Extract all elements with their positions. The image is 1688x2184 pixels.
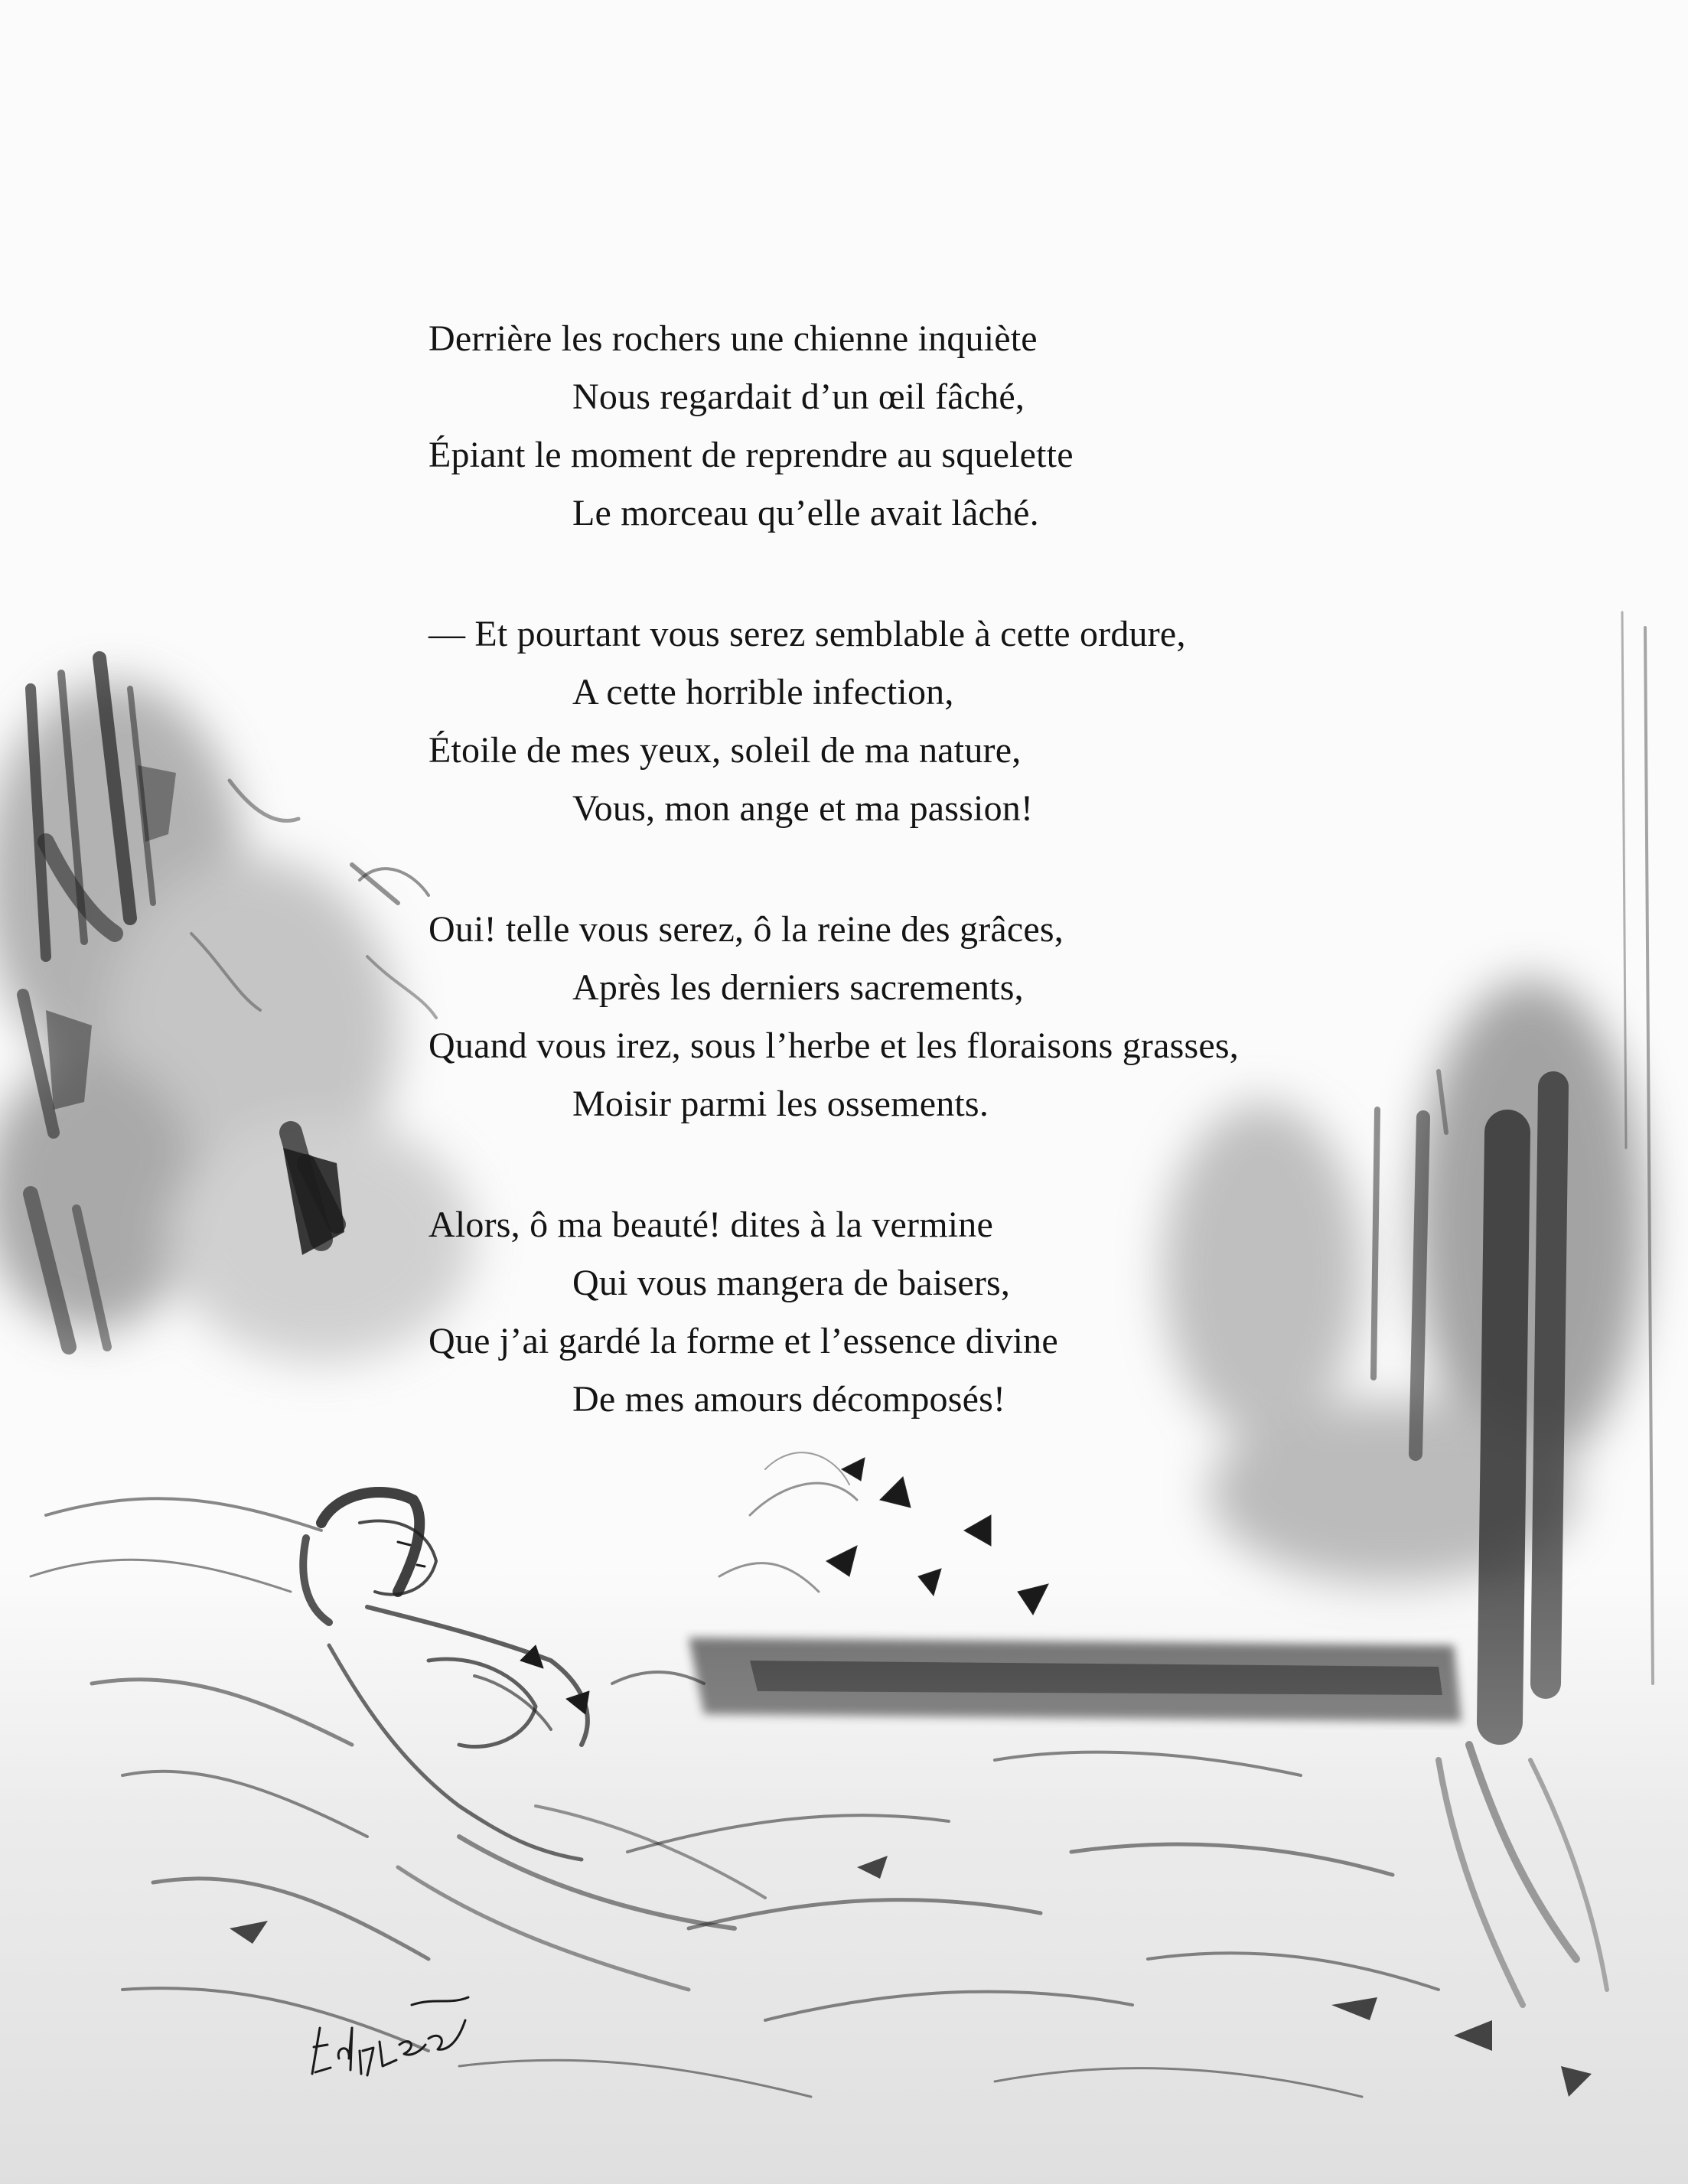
poem-line: Alors, ô ma beauté! dites à la vermine [429,1204,994,1245]
poem-line: Derrière les rochers une chienne inquiète [429,318,1038,359]
stanza [429,310,1423,543]
poem-line: De mes amours décomposés! [572,1379,1006,1420]
poem-line: Vous, mon ange et ma passion! [572,788,1034,829]
poem-line: Le morceau qu’elle avait lâché. [572,493,1039,533]
poem-line: Étoile de mes yeux, soleil de ma nature, [429,730,1022,771]
stanza [429,1196,1423,1429]
artist-signature [297,1974,473,2089]
poem-line: Oui! telle vous serez, ô la reine des grâces, [429,909,1064,950]
stanza [429,605,1423,838]
poem-line: Nous regardait d’un œil fâché, [572,376,1025,417]
poem-line: Moisir parmi les ossements. [572,1084,989,1124]
poem-line: Épiant le moment de reprendre au squelette [429,435,1074,475]
poem-line: Après les derniers sacrements, [572,967,1024,1008]
poem-line: — Et pourtant vous serez semblable à cette ordure, [429,614,1186,654]
poem-line: Qui vous mangera de baisers, [572,1263,1011,1303]
poem-line: Quand vous irez, sous l’herbe et les floraisons grasses, [429,1025,1239,1066]
poem [429,310,1423,1491]
poem-line: Que j’ai gardé la forme et l’essence divine [429,1321,1058,1361]
stanza [429,901,1423,1133]
poem-line: A cette horrible infection, [572,672,954,712]
